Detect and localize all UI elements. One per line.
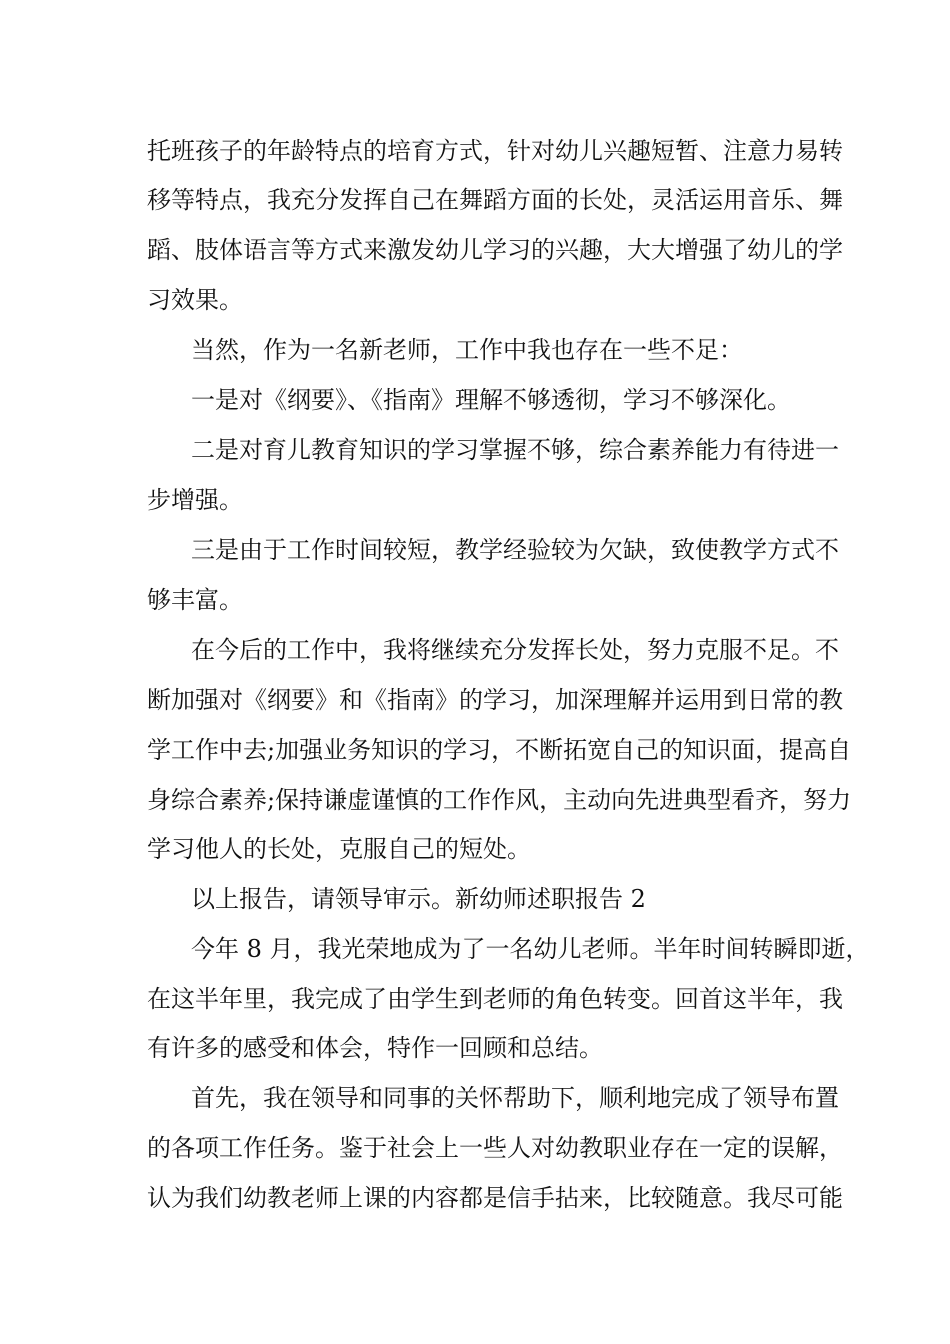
body-text-line: 移等特点，我充分发挥自己在舞蹈方面的长处，灵活运用音乐、舞 <box>147 186 843 214</box>
body-text-line: 够丰富。 <box>147 586 243 614</box>
body-text-line: 的各项工作任务。鉴于社会上一些人对幼教职业存在一定的误解， <box>147 1134 843 1162</box>
body-text-line: 有许多的感受和体会，特作一回顾和总结。 <box>147 1034 603 1062</box>
paragraph-first-line: 以上报告，请领导审示。新幼师述职报告 2 <box>191 885 646 913</box>
body-text-line: 在这半年里，我完成了由学生到老师的角色转变。回首这半年，我 <box>147 985 843 1013</box>
body-text-line: 学习他人的长处，克服自己的短处。 <box>147 835 531 863</box>
body-text-line: 认为我们幼教老师上课的内容都是信手拈来，比较随意。我尽可能 <box>147 1184 843 1212</box>
paragraph-first-line: 一是对《纲要》、《指南》理解不够透彻，学习不够深化。 <box>191 386 791 414</box>
paragraph-first-line: 三是由于工作时间较短，教学经验较为欠缺，致使教学方式不 <box>191 536 839 564</box>
body-text-line: 习效果。 <box>147 286 243 314</box>
body-text-line: 身综合素养;保持谦虚谨慎的工作作风，主动向先进典型看齐，努力 <box>147 786 852 814</box>
body-text-line: 蹈、肢体语言等方式来激发幼儿学习的兴趣，大大增强了幼儿的学 <box>147 236 843 264</box>
paragraph-first-line: 首先，我在领导和同事的关怀帮助下，顺利地完成了领导布置 <box>191 1084 839 1112</box>
paragraph-first-line: 当然，作为一名新老师，工作中我也存在一些不足： <box>191 336 743 364</box>
body-text-line: 步增强。 <box>147 486 243 514</box>
paragraph-first-line: 在今后的工作中，我将继续充分发挥长处，努力克服不足。不 <box>191 636 839 664</box>
body-text-line: 托班孩子的年龄特点的培育方式，针对幼儿兴趣短暂、注意力易转 <box>147 137 843 165</box>
paragraph-first-line: 二是对育儿教育知识的学习掌握不够，综合素养能力有待进一 <box>191 436 839 464</box>
body-text-line: 断加强对《纲要》和《指南》的学习，加深理解并运用到日常的教 <box>147 686 843 714</box>
body-text-line: 学工作中去;加强业务知识的学习，不断拓宽自己的知识面，提高自 <box>147 736 852 764</box>
paragraph-first-line: 今年 8 月，我光荣地成为了一名幼儿老师。半年时间转瞬即逝， <box>191 935 870 963</box>
